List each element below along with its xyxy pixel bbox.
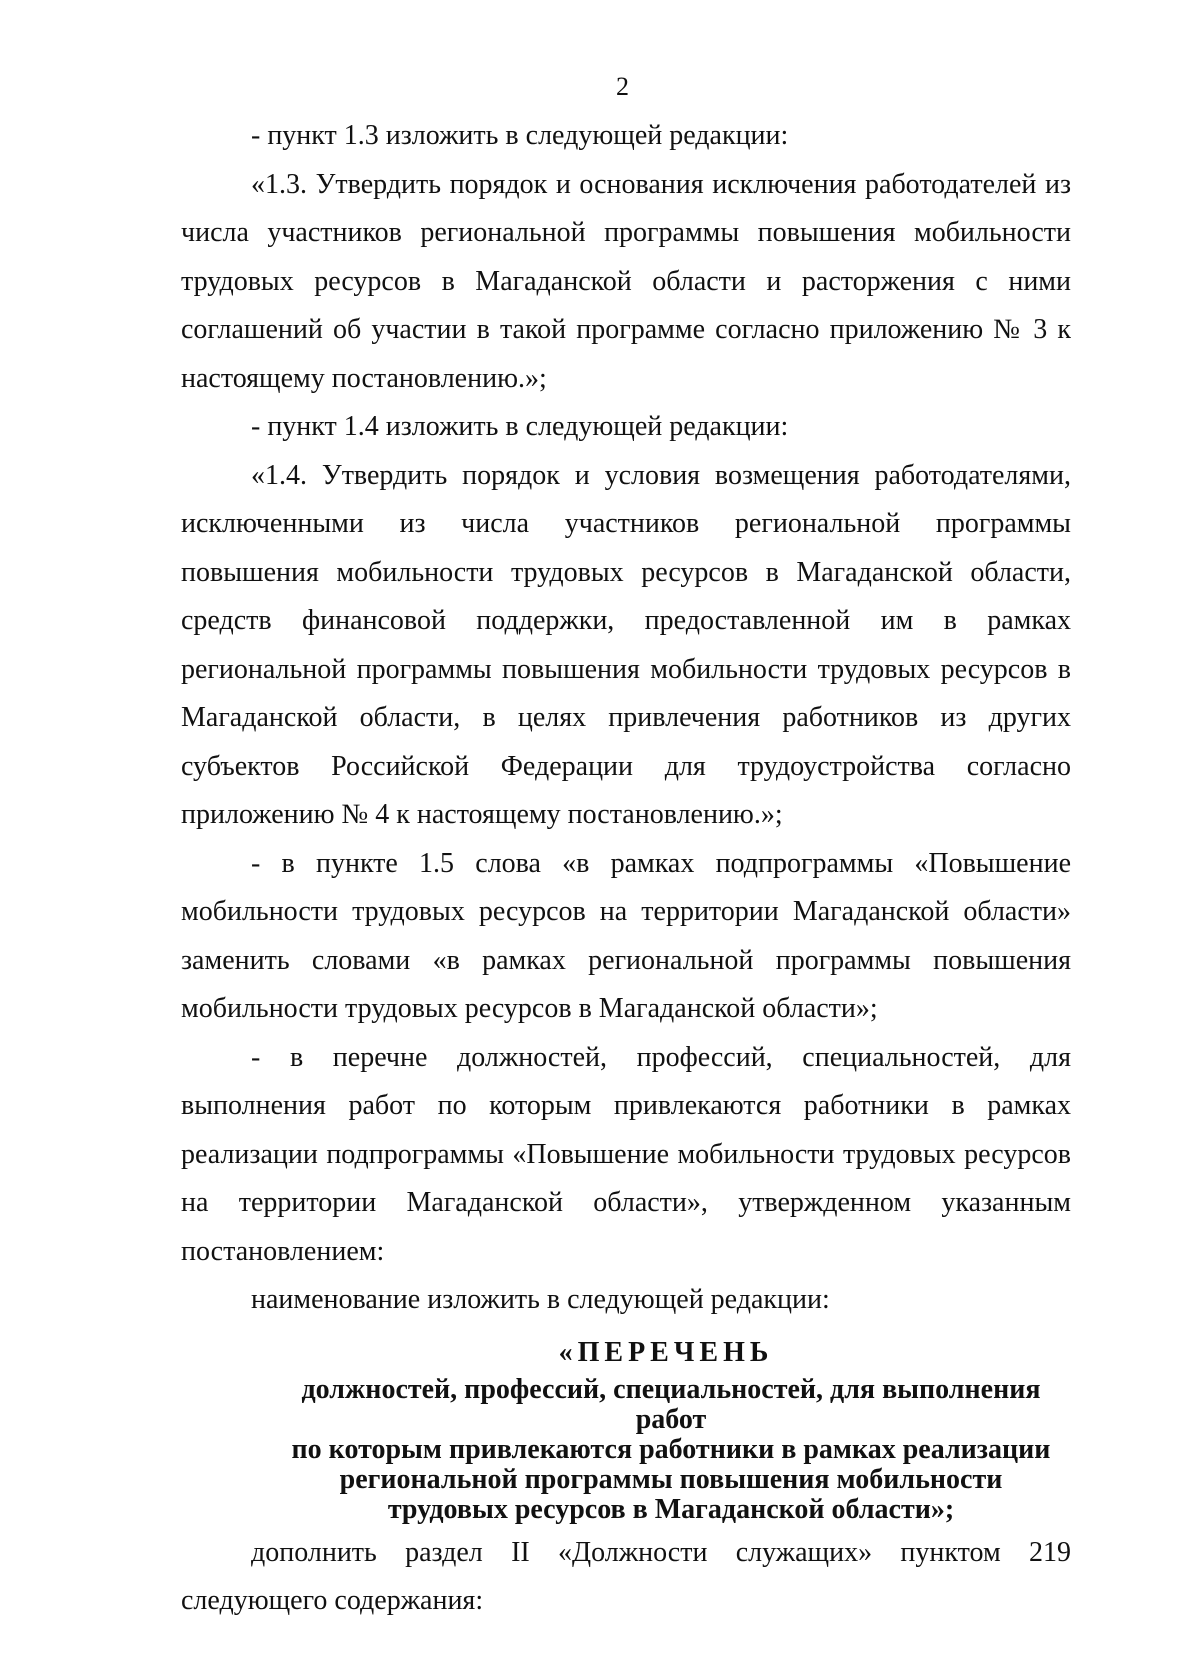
list-heading-title: «ПЕРЕЧЕНЬ: [558, 1336, 774, 1368]
document-body: [181, 112, 1071, 1626]
paragraph-7: наименование изложить в следующей редакции:: [251, 1284, 830, 1315]
closing-paragraph: дополнить раздел II «Должности служащих» пунктом 219 следующего содержания:: [181, 1536, 1071, 1616]
list-heading: [181, 1331, 1071, 1525]
paragraph-4: «1.4. Утвердить порядок и условия возмещения работодателями, исключенными из числа участников региональной программы повышения мобильности трудовых ресурсов в Магаданской области, средств финансовой поддержки, предоставленной им в рамках региональной программы повышения мобильности трудовых ресурсов в Магаданской области, в целях привлечения работников из других субъектов Российской Федерации для трудоустройства согласно приложению № 4 к настоящему постановлению.»;: [181, 459, 1071, 830]
paragraph-5: - в пункте 1.5 слова «в рамках подпрограммы «Повышение мобильности трудовых ресурсов на территории Магаданской области» заменить словами «в рамках региональной программы повышения мобильности трудовых ресурсов в Магаданской области»;: [181, 847, 1071, 1024]
list-heading-subtitle: должностей, профессий, специальностей, для выполнения работ по которым привлекаются работники в рамках реализации региональной программы повышения мобильности трудовых ресурсов в Магаданской области»;: [291, 1373, 1051, 1525]
paragraph-2: «1.3. Утвердить порядок и основания исключения работодателей из числа участников региональной программы повышения мобильности трудовых ресурсов в Магаданской области и расторжения с ними соглашений об участии в такой программе согласно приложению № 3 к настоящему постановлению.»;: [181, 168, 1071, 394]
paragraph-3: - пункт 1.4 изложить в следующей редакции:: [251, 411, 789, 442]
paragraph-1: - пункт 1.3 изложить в следующей редакции:: [251, 120, 789, 151]
page-number: 2: [616, 72, 629, 101]
paragraph-6: - в перечне должностей, профессий, специальностей, для выполнения работ по которым привлекаются работники в рамках реализации подпрограммы «Повышение мобильности трудовых ресурсов на территории Магаданской области», утвержденном указанным постановлением:: [181, 1041, 1071, 1267]
